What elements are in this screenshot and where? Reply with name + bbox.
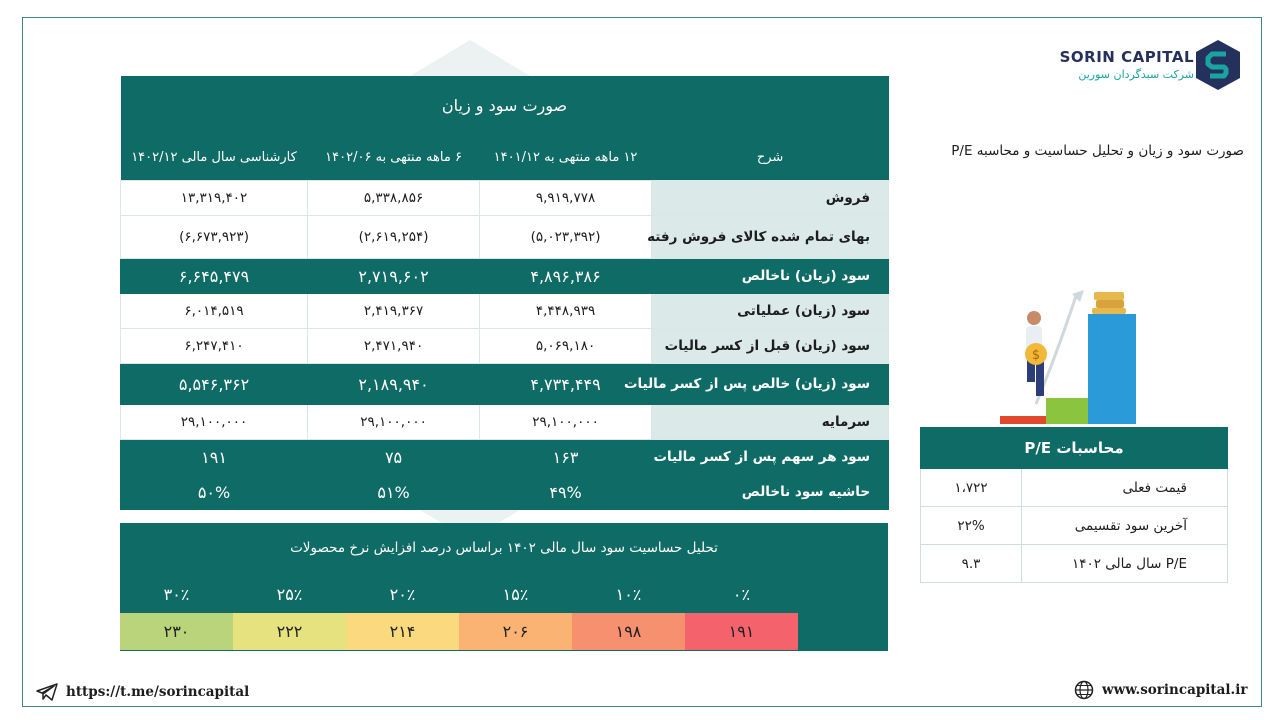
brand-name: SORIN CAPITAL — [1059, 48, 1194, 66]
table-cell: ۲۹,۱۰۰,۰۰۰ — [121, 405, 308, 440]
column-header: ۱۲ ماهه منتهی به ۱۴۰۱/۱۲ — [480, 134, 652, 181]
table-cell: ۶,۶۴۵,۴۷۹ — [121, 259, 308, 294]
table-row-pretax-profit — [121, 329, 889, 364]
table-cell: ۱۳,۳۱۹,۴۰۲ — [121, 181, 308, 216]
globe-icon — [1074, 680, 1094, 700]
income-statement-title: صورت سود و زیان — [121, 76, 889, 134]
table-cell: ۲,۱۸۹,۹۴۰ — [308, 364, 480, 405]
pe-title: محاسبات P/E — [921, 428, 1228, 469]
table-cell: ۱۹۱ — [121, 440, 308, 475]
telegram-link[interactable] — [36, 682, 249, 702]
table-cell: ۹,۹۱۹,۷۷۸ — [480, 181, 652, 216]
table-cell: ۲,۴۱۹,۳۶۷ — [308, 294, 480, 329]
pe-value: ۹.۳ — [921, 545, 1022, 583]
table-cell-negative: (۵,۰۲۳,۳۹۲) — [480, 216, 652, 259]
sensitivity-percent: ۱۰٪ — [615, 585, 642, 604]
table-row-operating-profit — [121, 294, 889, 329]
table-cell: ۲,۷۱۹,۶۰۲ — [308, 259, 480, 294]
pe-label: P/E سال مالی ۱۴۰۲ — [1022, 545, 1228, 583]
page-subtitle: صورت سود و زیان و تحلیل حساسیت و محاسبه P/E — [951, 143, 1244, 159]
row-label: سود (زیان) ناخالص — [652, 259, 889, 294]
telegram-url[interactable]: https://t.me/sorincapital — [66, 684, 250, 700]
row-label: سود (زیان) قبل از کسر مالیات — [652, 329, 889, 364]
svg-text:$: $ — [1031, 348, 1041, 363]
table-row-cogs — [121, 216, 889, 259]
sensitivity-percent: ۳۰٪ — [163, 585, 190, 604]
sensitivity-value: ۲۳۰ — [120, 613, 233, 650]
table-row-sales — [121, 181, 889, 216]
pe-row — [921, 507, 1228, 545]
pe-table — [920, 427, 1228, 583]
table-cell: ۵۱% — [308, 475, 480, 510]
telegram-icon — [36, 683, 58, 701]
table-cell-negative: (۶,۶۷۳,۹۲۳) — [121, 216, 308, 259]
income-statement-title-row — [121, 76, 889, 134]
sensitivity-value: ۲۱۴ — [346, 613, 459, 650]
table-cell: ۲۹,۱۰۰,۰۰۰ — [480, 405, 652, 440]
table-cell: ۵۰% — [121, 475, 308, 510]
income-statement-table — [120, 76, 889, 510]
column-header-row — [121, 134, 889, 181]
pe-header-row — [921, 428, 1228, 469]
table-cell: ۵,۳۳۸,۸۵۶ — [308, 181, 480, 216]
pe-value: ۲۲% — [921, 507, 1022, 545]
table-cell: ۴,۴۴۸,۹۳۹ — [480, 294, 652, 329]
row-label: سود هر سهم پس از کسر مالیات — [652, 440, 889, 475]
column-header: شرح — [652, 134, 889, 181]
brand-subtitle: شرکت سبدگردان سورین — [1078, 68, 1194, 81]
table-cell: ۵,۰۶۹,۱۸۰ — [480, 329, 652, 364]
sensitivity-percent: ۱۵٪ — [502, 585, 529, 604]
table-cell: ۶,۲۴۷,۴۱۰ — [121, 329, 308, 364]
table-row-gross-profit — [121, 259, 889, 294]
row-label: فروش — [652, 181, 889, 216]
table-cell: ۱۶۳ — [480, 440, 652, 475]
sensitivity-value-row — [120, 613, 798, 650]
table-cell: ۴,۸۹۶,۳۸۶ — [480, 259, 652, 294]
sensitivity-title: تحلیل حساسیت سود سال مالی ۱۴۰۲ براساس درصد افزایش نرخ محصولات — [290, 540, 718, 556]
sensitivity-value: ۱۹۱ — [685, 613, 798, 650]
website-link[interactable] — [1074, 680, 1247, 700]
brand — [1059, 40, 1240, 92]
table-cell: ۴۹% — [480, 475, 652, 510]
sensitivity-percent: ۰٪ — [732, 585, 751, 604]
table-cell: ۴,۷۳۴,۴۴۹ — [480, 364, 652, 405]
sensitivity-percent-row — [120, 576, 798, 613]
pe-row — [921, 545, 1228, 583]
row-label: سرمایه — [652, 405, 889, 440]
sensitivity-value: ۱۹۸ — [572, 613, 685, 650]
row-label: بهای تمام شده کالای فروش رفته — [652, 216, 889, 259]
sorin-logo-icon — [1196, 40, 1240, 90]
pe-row — [921, 469, 1228, 507]
sensitivity-percent: ۲۰٪ — [389, 585, 416, 604]
table-cell: ۲,۴۷۱,۹۴۰ — [308, 329, 480, 364]
sensitivity-value: ۲۰۶ — [459, 613, 572, 650]
pe-value: ۱،۷۲۲ — [921, 469, 1022, 507]
table-cell: ۲۹,۱۰۰,۰۰۰ — [308, 405, 480, 440]
table-cell: ۷۵ — [308, 440, 480, 475]
table-cell: ۶,۰۱۴,۵۱۹ — [121, 294, 308, 329]
table-cell-negative: (۲,۶۱۹,۲۵۴) — [308, 216, 480, 259]
pe-label: قیمت فعلی — [1022, 469, 1228, 507]
table-row-net-profit — [121, 364, 889, 405]
sensitivity-value: ۲۲۲ — [233, 613, 346, 650]
column-header: کارشناسی سال مالی ۱۴۰۲/۱۲ — [121, 134, 308, 181]
sensitivity-percent: ۲۵٪ — [276, 585, 303, 604]
table-row-gross-margin — [121, 475, 889, 510]
table-row-eps — [121, 440, 889, 475]
website-url[interactable]: www.sorincapital.ir — [1102, 682, 1248, 698]
table-cell: ۵,۵۴۶,۳۶۲ — [121, 364, 308, 405]
row-label: حاشیه سود ناخالص — [652, 475, 889, 510]
row-label: سود (زیان) عملیاتی — [652, 294, 889, 329]
row-label: سود (زیان) خالص پس از کسر مالیات — [652, 364, 889, 405]
growth-illustration — [996, 286, 1140, 426]
column-header: ۶ ماهه منتهی به ۱۴۰۲/۰۶ — [308, 134, 480, 181]
pe-label: آخرین سود تقسیمی — [1022, 507, 1228, 545]
table-row-capital — [121, 405, 889, 440]
